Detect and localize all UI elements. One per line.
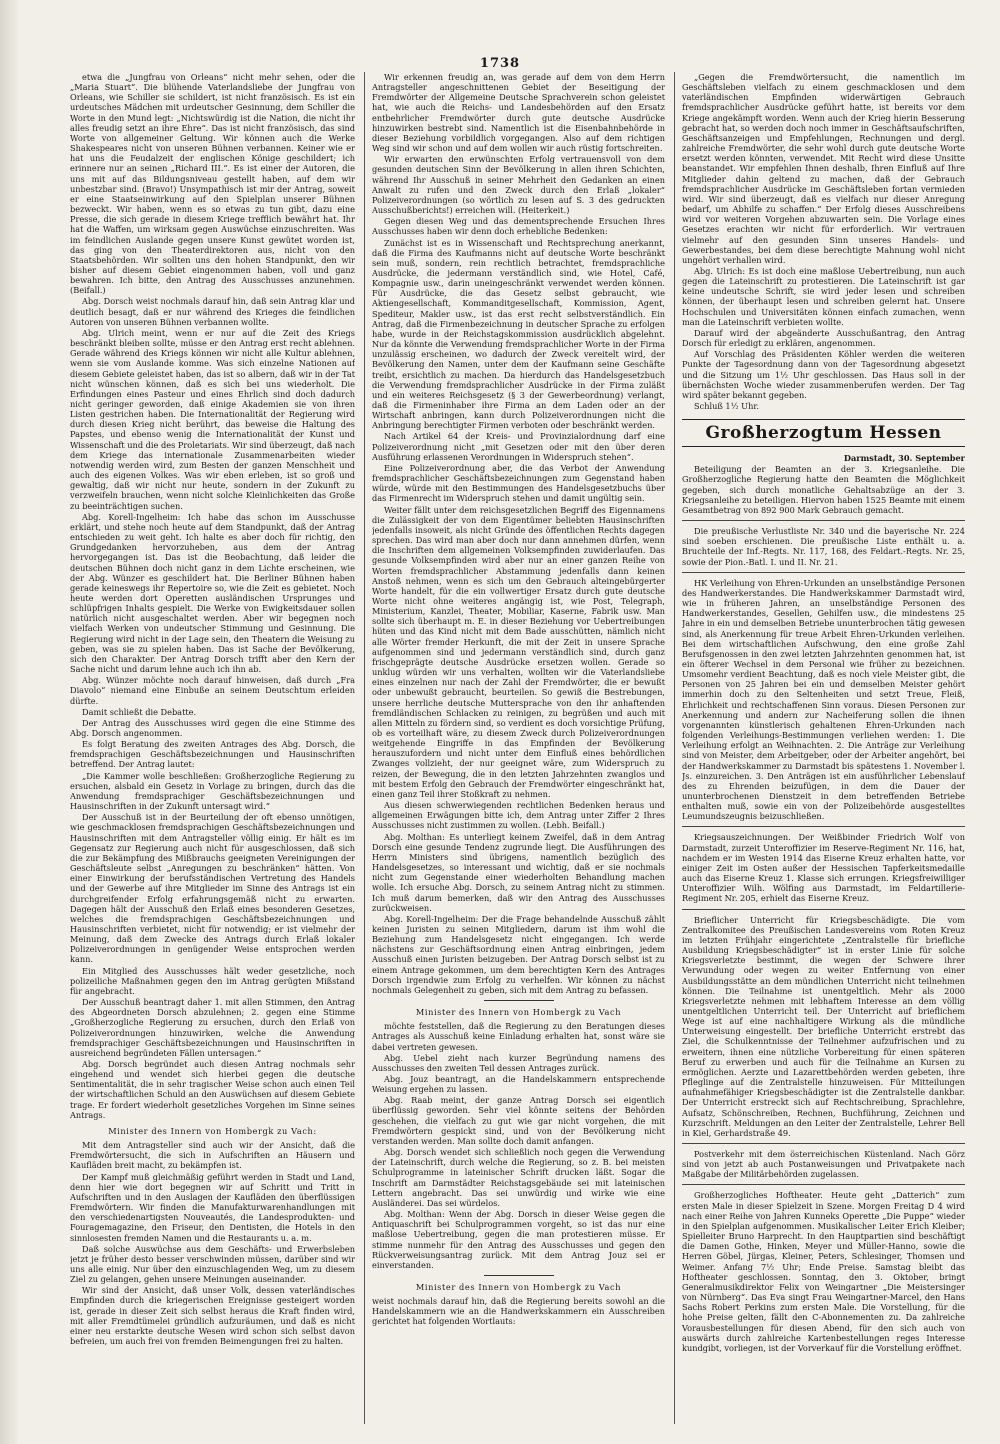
paragraph: Abg. Ulrich: Es ist doch eine maßlose Uebertreibung, nun auch gegen die Lateinschrift zu protestieren. Die Lateinschrift ist gar keine undeutsche Schrift, sie wird jeder lesen und schreiben können, der überhaupt lesen und schreiben gelernt hat. Unsere Hochschulen und Universitäten können einfach zumachen, wenn man die Lateinschrift verbieten wollte. — [682, 265, 965, 327]
paragraph: Eine Polizeiverordnung aber, die das Verbot der Anwendung fremdsprachlicher Geschäftsbezeichnungen zum Gegenstand haben würde, würde mit den Bestimmungen des Handelsgesetzbuchs über das Firmenrecht im Widerspruch stehen und damit ungültig sein. — [372, 462, 665, 504]
paragraph: Abg. Uebel zieht nach kurzer Begründung namens des Ausschusses den zweiten Teil dessen Antrages zurück. — [372, 1052, 665, 1073]
paragraph: Mit dem Antragsteller sind auch wir der Ansicht, daß die Fremdwörtersucht, die sich in Aufschriften an Häusern und Kaufläden breit macht, zu bekämpfen ist. — [70, 1140, 355, 1171]
paragraph: Die preußische Verlustliste Nr. 340 und die bayerische Nr. 224 sind soeben erschienen. Die preußische Liste enthält u. a. Bruchteile der Inf.-Regts. Nr. 117, 168, des Feldart.-Regts. Nr. 25, sowie der Pion.-Batl. I. und II. Nr. 21. — [682, 526, 965, 567]
column-rule — [364, 72, 365, 1424]
paragraph: Wir sind der Ansicht, daß unser Volk, dessen vaterländisches Empfinden durch die kriegerischen Ereignisse gesteigert worden ist, gerade in dieser Zeit sich selbst heraus die Kraft finden wird, mit aller Fremdtümelei gründlich aufzuräumen, und daß es nicht einer neu erstarkte deutsche Wesen wird schon sich selbst davon befreien, um auch frei von fremden Beimengungen frei zu halten. — [70, 1285, 355, 1347]
dateline: Darmstadt, 30. September — [843, 453, 965, 464]
paragraph: Kriegsauszeichnungen. Der Weißbinder Friedrich Wolf von Darmstadt, zurzeit Unteroffizier im Reserve-Regiment Nr. 116, hat, nachdem er im Westen 1914 das Eiserne Kreuz erhalten hatte, vor einiger Zeit im Osten außer der Hessischen Tapferkeitsmedaille auch das Eiserne Kreuz 1. Klasse sich errungen. Kriegsfreiwilliger Unteroffizier Wilh. Wölfing aus Darmstadt, im Feldartillerie-Regiment Nr. 205, erhielt das Eiserne Kreuz. — [682, 832, 965, 904]
item-divider — [682, 1184, 965, 1185]
paragraph: Abg. Dorsch begründet auch diesen Antrag nochmals sehr eingehend und wendet sich hierbei gegen die deutsche Sentimentalität, die in sehr tragischer Weise schon auch einen Teil der wirtschaftlichen Schuld an den Auswüchsen auf diesem Gebiete trage. Er fordert wiederholt gesetzliches Vorgehen im Sinne seines Antrags. — [70, 1059, 355, 1120]
paragraph: Wir erkennen freudig an, was gerade auf dem von dem Herrn Antragsteller angeschnittenen Gebiet der Beseitigung der Fremdwörter der Allgemeine Deutsche Sprachverein schon geleistet hat, wie auch die Reichs- und Landesbehörden auf den Ersatz entbehrlicher Fremdwörter durch gute deutsche Ausdrücke hinzuwirken bestrebt sind. Namentlich ist die Eisenbahnbehörde in dieser Beziehung vorbildlich vorgegangen. Also auf dem richtigen Weg sind wir schon und auf dem wollen wir auch rüstig fortschreiten. — [372, 72, 665, 154]
column-3-text — [682, 72, 965, 411]
paragraph: Wir erwarten den erwünschten Erfolg vertrauensvoll von dem gesunden deutschen Sinn der Bevölkerung in allen ihren Schichten, während Ihr Ausschuß in seiner Mehrheit den Gedanken an einen Anwalt zu rufen und den Zweck durch den Erlaß „lokaler“ Polizeiverordnungen (so wörtlich zu lesen auf S. 3 des gedruckten Ausschußberichts!) erreichen will. (Heiterkeit.) — [372, 154, 665, 216]
minister-heading: Minister des Innern von Hombergk zu Vach: — [108, 1125, 317, 1136]
item-divider — [682, 520, 965, 521]
paragraph: Schluß 1½ Uhr. — [694, 401, 759, 411]
paragraph: Beteiligung der Beamten an der 3. Kriegsanleihe. Die Großherzogliche Regierung hatte den Beamten die Möglichkeit gegeben, sich durch monatliche Gehaltsabzüge an der 3. Kriegsanleihe zu beteiligen. Hiervon haben 1525 Beamte mit einem Gesamtbetrag von 892 900 Mark Gebrauch gemacht. — [682, 464, 965, 515]
paragraph: Der Ausschuß beantragt daher 1. mit allen Stimmen, den Antrag des Abgeordneten Dorsch abzulehnen; 2. gegen eine Stimme „Großherzogliche Regierung zu ersuchen, durch den Erlaß von Polizeiverordnungen hinzuwirken, welche die Anwendung fremdsprachiger Geschäftsbezeichnungen und Hausinschriften in ausreichend begründeten Fällen untersagen.“ — [70, 997, 355, 1058]
paragraph: Abg. Molthan: Wenn der Abg. Dorsch in dieser Weise gegen die Antiquaschrift bei Schulprogrammen vorgeht, so ist das nur eine maßlose Uebertreibung, gegen die man protestieren müsse. Er stimme nunmehr für den Antrag des Ausschusses und gegen den Rückverweisungsantrag zurück. Mit dem Antrag Jouz sei er einverstanden. — [372, 1209, 665, 1270]
news-items — [682, 464, 965, 1353]
item-divider — [682, 826, 965, 827]
paragraph: Daß solche Auswüchse aus dem Geschäfts- und Erwerbsleben jetzt je früher desto besser verschwinden müssen, darüber sind wir uns alle einig. Nur über den einzuschlagenden Weg, um zu diesem Ziel zu gelangen, gehen unsere Meinungen auseinander. — [70, 1243, 355, 1285]
page-gutter — [0, 0, 18, 1444]
paragraph: Abg. Korell-Ingelheim: Ich habe das schon im Ausschusse erklärt, und stehe noch heute auf dem Standpunkt, daß der Antrag entschieden zu weit geht. Ich halte es aber doch für richtig, den Grundgedanken hervorzuheben, aus dem der Antrag hervorgegangen ist. Das ist die Beobachtung, daß leider die deutschen Bühnen doch nicht ganz in dem Lichte erscheinen, wie der Abg. Wünzer es geschildert hat. Die Berliner Bühnen haben gerade keineswegs ihr Repertoire so, wie die Zeit es gebietet. Noch heute werden dort Operetten ausländischen Ursprunges und schlüpfrigen Inhalts gespielt. Die Werke von Ewigkeitsdauer sollen natürlich nicht ausgeschaltet werden. Aber wir begegnen noch vielfach Werken von undeutscher Stimmung und Gesinnung. Die Regierung wird nicht in der Lage sein, den Theatern die Weisung zu geben, was sie zu spielen haben. Das ist Sache der Bevölkerung, sich den Charakter. Der Antrag Dorsch trifft aber den Kern der Sache nicht und darum lehne auch ich ihn ab. — [70, 511, 355, 675]
columns-container — [70, 72, 965, 1424]
paragraph: etwa die „Jungfrau von Orleans“ nicht mehr sehen, oder die „Maria Stuart“. Die blühende Vaterlandsliebe der Jungfrau von Orleans, wie Schiller sie schildert, ist nicht französisch. Es ist ein urdeutsches Mädchen mit urdeutscher Gesinnung, dem Schiller die Worte in den Mund legt: „Nichtswürdig ist die Nation, die nicht ihr alles freudig setzt an ihre Ehre“. Das ist nicht französisch, das sind Worte von allgemeiner Geltung. Wir können auch die Werke Shakespeares nicht von unseren Bühnen verbannen. Keiner wie er hat uns die Feudalzeit der englischen Könige geschildert; ich erinnere nur an seinen „Richard III.“. Es ist einer der Autoren, die uns mit auf das Bildungsniveau gestellt haben, auf dem wir unbestzbar sind. (Bravo!) Unsympathisch ist mir der Antrag, soweit er eine Staatseinwirkung auf den Spielplan unserer Bühnen bezweckt. Wir haben, wenn es so etwas zu tun gibt, dazu eine Presse, die sich gerade in diesem Kriege trefflich bewährt hat. Ihr hat die Waffen, um wirksam gegen Auswüchse einzuschreiten. Was im feindlichen Auslande gegen unsere Kunst gewütet worden ist, das ging von den Theaterdirektoren aus, nicht von den Staatsbehörden. Wir sollten uns den hohen Standpunkt, den wir bisher auf diesem Gebiet eingenommen haben, voll und ganz bewahren. Ich bitte, den Antrag des Ausschusses anzunehmen. (Beifall.) — [70, 72, 355, 296]
column-3 — [682, 72, 965, 1424]
paragraph: „Gegen die Fremdwörtersucht, die namentlich im Geschäftsleben vielfach zu einem geschmacklosen und dem vaterländischen Empfinden widerwärtigen Gebrauch fremdsprachlicher Ausdrücke geführt hatte, ist bereits vor dem Kriege angekämpft worden. Wenn auch der Krieg hierin Besserung gebracht hat, so werden doch noch immer in Geschäftsaufschriften, Geschäftsanzeigen und Empfehlungen, Rechnungen und dergl. zahlreiche Fremdwörter, die sehr wohl durch gute deutsche Worte ersetzt werden könnten, verwendet. Mit Recht wird diese Unsitte beanstandet. Wir empfehlen Ihnen deshalb, Ihren Einfluß auf Ihre Mitglieder dahin geltend zu machen, daß der Gebrauch fremdsprachlicher Ausdrücke im Geschäftsleben fortan vermieden wird. Wir sind überzeugt, daß es vielfach nur dieser Anregung bedarf, um Abhilfe zu schaffen.“ Der Erfolg dieses Ausschreibens wird vor weiteren Vorgehen abzuwarten sein. Die Vorlage eines Gesetzes erachten wir nicht für erforderlich. Wir vertrauen vielmehr auf den gesunden Sinn unseres Handels- und Gewerbestandes, bei dem diese berechtigte Mahnung wohl nicht ungehört verhallen wird. — [682, 72, 965, 265]
paragraph: Abg. Wünzer möchte noch darauf hinweisen, daß durch „Fra Diavolo“ niemand eine Einbuße an seinem Deutschtum erleiden dürfte. — [70, 675, 355, 706]
item-divider — [682, 909, 965, 910]
paragraph: möchte feststellen, daß die Regierung zu den Beratungen dieses Antrages als Ausschuß keine Einladung erhalten hat, sonst wäre sie dabei vertreten gewesen. — [372, 1021, 665, 1052]
paragraph: Darauf wird der abgeänderte Ausschußantrag, den Antrag Dorsch für erledigt zu erklären, angenommen. — [682, 327, 965, 349]
column-1 — [70, 72, 355, 1424]
paragraph: Damit schließt die Debatte. — [82, 706, 197, 717]
paragraph: Der Antrag des Ausschusses wird gegen die eine Stimme des Abg. Dorsch angenommen. — [70, 717, 355, 738]
paragraph: Postverkehr mit dem österreichischen Küstenland. Nach Görz sind von jetzt ab auch Postanweisungen und Privatpakete nach Maßgabe der Militärbehörden zugelassen. — [682, 1149, 965, 1180]
page-number: 1738 — [479, 56, 521, 71]
minister-heading: Minister des Innern von Hombergk zu Vach — [415, 1281, 622, 1292]
paragraph: Abg. Raab meint, der ganze Antrag Dorsch sei eigentlich überflüssig geworden. Sehr viel könnte seitens der Behörden geschehen, die vielfach zu gut wie gar nicht vorgehen, die mit Fremdwörtern gespickt sind, und von der Bevölkerung nicht verstanden werden. Man sollte doch damit anfangen. — [372, 1095, 665, 1146]
paragraph: Zunächst ist es in Wissenschaft und Rechtsprechung anerkannt, daß die Firma des Kaufmanns nicht auf deutsche Worte beschränkt sein muß, sondern, rein rechtlich betrachtet, fremdsprachliche Ausdrücke, die jedermann verständlich sind, wie Hotel, Café, Kompagnie usw., darin uneingeschränkt verwendet werden können. Für Ausdrücke, die das Gesetz selbst gebraucht, wie Aktiengesellschaft, Kommanditgesellschaft, Kommission, Agent, Spediteur, Makler usw., ist das erst recht selbstverständlich. Ein Antrag, daß die Firmenbezeichnung in deutscher Sprache zu erfolgen habe, wurde in der Reichstagskommission ausdrücklich abgelehnt. Nur da könnte die Verwendung fremdsprachlicher Worte in der Firma unzulässig erscheinen, wo dadurch der Zweck vereitelt wird, der Bevölkerung den Namen, unter dem der Kaufmann seine Geschäfte treibt, ersichtlich zu machen. Da hierdurch das Handelsgesetzbuch die Verwendung fremdsprachlicher Ausdrücke in der Firma zuläßt und ein weiteres Reichsgesetz (§ 3 der Gewerbeordnung) verlangt, daß die Firmeninhaber ihre Firma an dem Laden oder an der Wirtschaft anbringen, kann durch Polizeiverordnungen nicht die Anbringung berechtigter Firmen verboten oder beschränkt werden. — [372, 237, 665, 431]
column-1-text — [70, 72, 355, 1120]
paragraph: Es folgt Beratung des zweiten Antrages des Abg. Dorsch, die fremdsprachigen Geschäftsbezeichnungen und Hausinschriften betreffend. Der Antrag lautet: — [70, 739, 355, 770]
paragraph: Abg. Korell-Ingelheim: Der die Frage behandelnde Ausschuß zählt keinen Juristen zu seinen Mitgliedern, darum ist ihm wohl die Beziehung zum Handelsgesetz nicht eingegangen. Ich werde nächstens zur Geschäftsordnung einen Antrag einbringen, jedem Ausschuß einen Juristen beizugeben. Der Antrag Dorsch selbst ist zu einem Antrage gekommen, um dem berechtigten Kern des Antrages Dorsch irgendwie zum Erfolg zu verhelfen. Wir können zu nächst nochmals Gelegenheit zu geben, sich mit dem Antrag zu befassen. — [372, 913, 665, 995]
paragraph: Der Kampf muß gleichmäßig geführt werden in Stadt und Land, denn hier wie dort begegnen wir auf Schritt und Tritt in Aufschriften und in den Auslagen der Kaufläden den überflüssigen Fremdwörtern. Wir finden die Manufakturwarenhandlungen mit den verschiedenartigsten Nouveautés, die Landesprodukten- und Fouragemagazine, den Friseur, den Dentisten, die Hotels in den sinnlosesten fremden Namen und die Restaurants u. a. m. — [70, 1171, 355, 1243]
separator — [484, 1000, 554, 1001]
column-2-text — [372, 72, 665, 995]
column-2-continued — [372, 1021, 665, 1270]
column-rule — [674, 72, 675, 1424]
paragraph: Ein Mitglied des Ausschusses hält weder gesetzliche, noch polizeiliche Maßnahmen gegen den im Antrag gerügten Mißstand für angebracht. — [70, 965, 355, 996]
paragraph: HK Verleihung von Ehren-Urkunden an unselbständige Personen des Handwerkerstandes. Die Handwerkskammer Darmstadt wird, wie in früheren Jahren, an unselbständige Personen des Handwerkerstandes, Gesellen, Gehilfen usw., die mindestens 25 Jahre in ein und demselben Betriebe ununterbrochen tätig gewesen sind, als Anerkennung für treue Arbeit Ehren-Urkunden verleihen. Bei dem wirtschaftlichen Aufschwung, den eine große Zahl Berufsgenossen in den zwei letzten Jahrzehnten genommen hat, ist ein öfterer Wechsel in dem Personal wie früher zu bezeichnen. Umsomehr verdient Beachtung, daß es noch viele Meister gibt, die Personen von 25 Jahren bei ein und demselben Meister gehört immerhin doch zu den Seltenheiten und setzt Treue, Fleiß, Ehrlichkeit und rechtschaffenen Sinn voraus. Diesen Personen zur Anerkennung und andern zur Nacheiferung sollen die ihnen vorgenannten künstlerisch gehaltenen Ehren-Urkunden nach folgenden Verleihungs-Bestimmungen verliehen werden: 1. Die Verleihung erfolgt an Weihnachten. 2. Die Anträge zur Verleihung sind von Meister, dem Arbeitgeber, oder der Arbeiter angehört, bei der Handwerkskammer zu Darmstadt bis spätestens 1. November l. Js. einzureichen. 3. Den Anträgen ist ein ausführlicher Lebenslauf des zu Ehrenden beizufügen, in dem die Dauer der ununterbrochenen Dienstzeit in dem betreffenden Betriebe enthalten muß, sowie ein von der Polizeibehörde ausgestelltes Leumundszeugnis beizuschließen. — [682, 577, 965, 822]
separator — [484, 1275, 554, 1276]
paragraph: Großherzogliches Hoftheater. Heute geht „Datterich“ zum ersten Male in dieser Spielzeit in Szene. Morgen Freitag D 4 wird nach einer Reihe von Jahren Kunneks Operette „Die Puppe“ wieder in den Spielplan aufgenommen. Musikalischer Leiter Erich Kleiber; Spielleiter Bruno Harprecht. In den Hauptpartien sind beschäftigt die Damen Gothe, Hinken, Meyer und Müller-Hanno, sowie die Herren Göbel, Jürgas, Kleiner, Peters, Schlesinger, Thomsen und Weimer. Anfang 7½ Uhr; Ende Preise. Samstag bleibt das Hoftheater geschlossen. Sonntag, den 3. Oktober, bringt Generalmusikdirektor Felix von Weingartner „Die Meistersinger von Nürnberg“. Das Eva singt Frau Weingartner-Marcel, den Hans Sachs Robert Perkins zum ersten Male. Die Vorstellung, für die hohe Preise gelten, fällt den C-Abonnementen zu. Da zahlreiche Vorausbestellungen für diesen Abend, für den sich auch von auswärts durch zahlreiche Kartenbestellungen reges Interesse kundgibt, vorliegen, ist der Vorverkauf für die Vorstellung eröffnet. — [682, 1190, 965, 1353]
paragraph: Aus diesen schwerwiegenden rechtlichen Bedenken heraus und allgemeinen Erwägungen bitte ich, dem Antrag unter Ziffer 2 Ihres Ausschusses nicht zustimmen zu wollen. (Lebh. Beifall.) — [372, 800, 665, 831]
paragraph: Brieflicher Unterricht für Kriegsbeschädigte. Die vom Zentralkomitee des Preußischen Landesvereins vom Roten Kreuz im letzten Frühjahr eingerichtete „Zentralstelle für briefliche Ausbildung Kriegsbeschädigter“ ist in erster Linie für solche Kriegsverletzte bestimmt, die wegen der Schwere ihrer Verwundung oder wegen zu weiter Entfernung von einer Ausbildungsstätte an dem mündlichen Unterricht nicht teilnehmen können. Die Teilnahme ist unentgeltlich. Mehr als 2000 Kriegsverletzte nehmen mit lebhaftem Interesse an dem völlig unentgeltlichen Unterricht teil. Der Unterricht auf brieflichem Wege ist auf eine nachhaltigere Wirkung als die mündliche Unterweisung eingestellt. Der briefliche Unterricht erstrebt das Ziel, die Schulkenntnisse der Teilnehmer aufzufrischen und zu erweitern, ihnen eine nützliche Vorbereitung für einen späteren Beruf zu erwerben und auch für die Teilnahme an Kursen zu ermöglichen. Aerzte und Lazarettbehörden werden gebeten, ihre Pfleglinge auf die Zentralstelle hinzuweisen. Für Mitteilungen aufnahmefähiger Kriegsbeschädigter ist die Zentralstelle dankbar. Der Unterricht erstreckt sich auf Rechtschreibung, Sprachlehre, Aufsatz, Schönschreiben, Rechnen, Buchführung, Zeichnen und Kurzschrift. Meldungen an den Leiter der Zentralstelle, Lehrer Bell in Kiel, Gerhardstraße 49. — [682, 914, 965, 1138]
paragraph: Abg. Molthan: Es unterliegt keinem Zweifel, daß in dem Antrag Dorsch eine gesunde Tendenz zugrunde liegt. Die Ausführungen des Herrn Ministers sind übrigens, namentlich bezüglich des Handelsgesetzes, so interessant und wichtig, daß er sie nochmals nicht zum Gegenstande einer wiederholten Behandlung machen wolle. Ich ersuche Abg. Dorsch, zu seinem Antrag nicht zu stimmen. Ich muß darum bemerken, daß wir den Antrag des Ausschusses zurückweisen. — [372, 831, 665, 913]
paragraph: Abg. Ulrich meint, wenn er nur auf die Zeit des Kriegs beschränkt bleiben sollte, müsse er den Antrag erst recht ablehnen. Gerade während des Kriegs können wir nicht alle Kultur ablehnen, wenn sie vom Auslande komme. Was sich einzelne Nationen auf diesem Gebiete geleistet haben, das ist so albern, daß wir in der Tat nicht wünschen können, daß es sich bei uns wiederholt. Die Erfindungen eines Pasteur und eines Ehrlich sind doch dadurch nicht geringer geworden, daß einige Akademien sie von ihren Listen gestrichen haben. Die Internationalität der Regierung wird durch diesen Krieg nicht berührt, das beweise die Haltung des Papstes, und ebenso wenig die Internationalität der Kunst und Wissenschaft und die des Proletariats. Wir sind überzeugt, daß nach dem Kriege das internationale Zusammenarbeiten wieder notwendig werden wird, zum Besten der ganzen Menschheit und auch des eigenen Volkes. Was wir eben erleben, ist so groß und gewaltig, daß wir nicht nur heute, sondern in der Zukunft zu verzweifeln brauchen, wenn nicht solche Kleinlichkeiten das Große zu beeinträchtigen suchen. — [70, 327, 355, 511]
paragraph: Der Ausschuß ist in der Beurteilung der oft ebenso unnötigen, wie geschmacklosen fremdsprachigen Geschäftsbezeichnungen und Hausinschriften mit dem Antragsteller völlig einig. Er hält es im Gegensatz zur Regierung auch nicht für ausgeschlossen, daß sich die zur Bekämpfung des Mißbrauchs geeigneten Vereinigungen der Geschäftsleute selbst „Anregungen zu beschränken“ hätten. Von einer Einwirkung der berufsständischen Vertretung des Handels und der Gewerbe auf ihre Mitglieder im Sinne des Antrags ist ein durchgreifender Erfolg erfahrungsgemäß nicht zu erwarten. Dagegen hält der Ausschuß den Erlaß eines besonderen Gesetzes, welches die fremdsprachigen Geschäftsbezeichnungen und Hausinschriften verbietet, nicht für notwendig; er ist vielmehr der Meinung, daß dem Zwecke des Antrags durch Erlaß lokaler Polizeiverordnungen in genügender Weise entsprochen werden kann. — [70, 812, 355, 965]
column-2-closing: weist nochmals darauf hin, daß die Regierung bereits sowohl an die Handelskammern wie an die Handwerkskammern ein Ausschreiben gerichtet hat folgenden Wortlauts: — [372, 1296, 665, 1327]
paragraph: Nach Artikel 64 der Kreis- und Provinzialordnung darf eine Polizeiverordnung nicht „mit Gesetzen oder mit den über deren Ausführung erlassenen Verordnungen in Widerspruch stehen“. — [372, 431, 665, 462]
paragraph: „Die Kammer wolle beschließen: Großherzogliche Regierung zu ersuchen, alsbald ein Gesetz in Vorlage zu bringen, durch das die Anwendung fremdsprachiger Geschäftsbezeichnungen und Hausinschriften in der Zukunft untersagt wird.“ — [70, 770, 355, 812]
paragraph: Auf Vorschlag des Präsidenten Köhler werden die weiteren Punkte der Tagesordnung dann von der Tagesordnung abgesetzt und die Sitzung um 1½ Uhr geschlossen. Das Haus soll in der übernächsten Woche wieder zusammenberufen werden. Der Tag wird später bekannt gegeben. — [682, 349, 965, 400]
minister-heading: Minister des Innern von Hombergk zu Vach — [415, 1007, 622, 1018]
paragraph: Weiter fällt unter dem reichsgesetzlichen Begriff des Eigennamens die Zulässigkeit der von dem Eigentümer beliebten Hausinschriften jedenfalls insoweit, als nicht Gründe des öffentlichen Rechts dagegen sprechen. Das wird man aber doch nur dann annehmen dürfen, wenn die Inschriften dem allgemeinen Volksempfinden zuwiderlaufen. Das gesunde Volksempfinden wird aber nur an einer ganzen Reihe von Worten fremdsprachlicher Abstammung jedenfalls dann keinen Anstoß nehmen, wenn es sich um den Gebrauch alteingebürgerter Worte handelt, für die ein vollwertiger Ersatz durch gute deutsche Worte nicht ohne weiteres angängig ist, wie Post, Telegraph, Ministerium, Kanzlei, Theater, Mobiliar, Kaserne, Fabrik usw. Man sollte sich überhaupt m. E. in dieser Beziehung vor Uebertreibungen hüten und das Kind nicht mit dem Bade ausschütten, nämlich nicht alle Wörter fremder Herkunft, die mit der Zeit in unsere Sprache aufgenommen sind und jedermann verständlich sind, durch ganz frischgeprägte deutsche Ausdrücke ersetzen wollen. Gerade so unklug würden wir uns verhalten, wollten wir die Vaterlandsliebe eines einzelnen nur nach der Zahl der Fremdwörter, die er bewußt oder unbewußt gebraucht, beurteilen. So gewiß die Bestrebungen, unsere herrliche deutsche Muttersprache von den ihr anhaftenden fremdländischen Schlacken zu reinigen, zu begrüßen und auch mit allen Mitteln zu fördern sind, so verdient es doch vorsichtige Prüfung, ob es vorteilhaft wäre, zu diesem Zweck durch Polizeiverordnungen weitgehende Eingriffe in das Empfinden der Bevölkerung herauszufordern und nicht unter dem Einfluß eines behördlichen Zwanges vollzieht, der nur geeignet wäre, zum Widerspruch zu reizen, der Bewegung, die in den letzten Jahrzehnten zwanglos und mit bestem Erfolg den Gebrauch der Fremdwörter eingeschränkt hat, einen ganz Teil ihrer Stoßkraft zu nehmen. — [372, 504, 665, 799]
item-divider — [682, 1143, 965, 1144]
paragraph: Abg. Dorsch weist nochmals darauf hin, daß sein Antrag klar und deutlich besagt, daß er nur während des Krieges die feindlichen Autoren von unseren Bühnen verbannen wollte. — [70, 296, 355, 327]
item-divider — [682, 572, 965, 573]
column-1-continued — [70, 1140, 355, 1346]
section-heading: Großherzogtum Hessen — [682, 419, 965, 447]
paragraph: Abg. Dorsch wendet sich schließlich noch gegen die Verwendung der Lateinschrift, durch welche die Regierung, so z. B. bei meisten Schulprogramme in lateinischer Schrift drucken läßt. Sogar die Inschrift am Darmstädter Reichstagsgebäude sei mit lateinischen Lettern angebracht. Das sei unwürdig und wirke wie eine Ausländerei. Das sei würdelos. — [372, 1147, 665, 1208]
paragraph: Gegen diesen Weg und das dementsprechende Ersuchen Ihres Ausschusses haben wir denn doch erhebliche Bedenken: — [372, 216, 665, 237]
paragraph: Abg. Jouz beantragt, an die Handelskammern entsprechende Weisung ergehen zu lassen. — [372, 1074, 665, 1095]
column-2 — [372, 72, 665, 1424]
